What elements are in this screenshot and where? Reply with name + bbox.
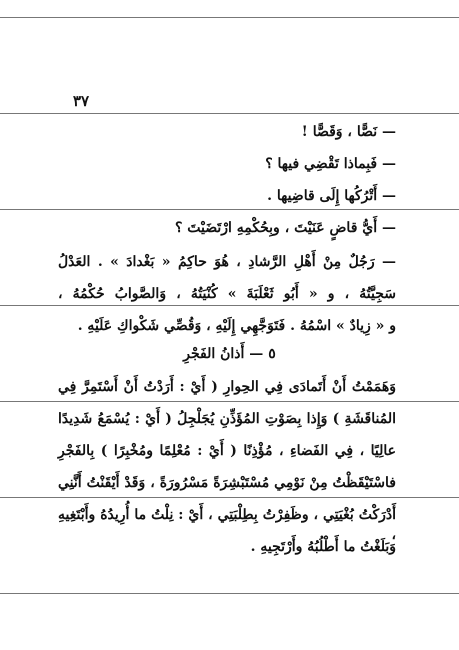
page-rule [0,209,459,210]
paragraph-line: أَدْرَكْتُ بُغْيَتِي ، وظَفِرْتُ بِطِلْبَتِي ، أَيْ : نِلْتُ ما أُرِيدُهُ وأَبْتَغِيهِ ، [58,507,396,543]
page-rule [0,401,459,402]
page-rule [0,113,459,114]
dialogue-line: — نَصًّا ، وَقَصًّا ! [301,124,396,140]
page-rule [0,593,459,594]
paragraph-line: فاسْتَيْقَظْتُ مِنْ نَوْمِي مُسْتَبْشِرَةً مَسْرُورَةً ، وَقَدْ أَيْقَنْتُ أَنَّنِي [58,475,396,491]
page-rule [0,497,459,498]
section-heading: ٥ — أَذانُ الفَجْرِ [183,346,276,362]
dialogue-line: — أَتْرُكُها إِلَى قاضِيها . [267,188,396,204]
paragraph-line: المُناقَشَةِ ) وَإِذا بِصَوْتِ المُؤَذِّنِ يُجَلْجِلُ ( أَيْ : يُسْمَعُ شَدِيدًا [58,411,396,427]
paragraph-line: وَهَمَمْتُ أَنْ أَتَمادَى فِي الحِوارِ ( أَيْ : أَرَدْتُ أَنْ أَسْتَمِرَّ فِي [58,379,396,395]
paragraph-line: وَبَلَغْتُ ما أَطْلُبُهُ وأَرْتَجِيهِ . [250,539,396,555]
page-number: ٣٧ [73,92,90,110]
dialogue-line: — أَيُّ قاضٍ عَنَيْتَ ، وبِحُكْمِهِ ارْتَضَيْتَ ؟ [174,220,396,236]
page-rule [0,305,459,306]
dialogue-line: سَجِيَّتُهُ ، و « أَبُو ثَعْلَبَةَ » كُنْيَتُهُ ، وَالصَّوابُ حُكْمُهُ ، [58,286,396,302]
page-rule [0,17,459,18]
dialogue-line: — رَجُلٌ مِنْ أَهْلِ الرَّشادِ ، هُوَ حاكِمُ « بَغْدادَ » . العَدْلُ [58,254,396,270]
paragraph-line: عالِيًا ، فِي الفَضاءِ ، مُؤْذِنًا ( أَيْ : مُعْلِمًا ومُخْبِرًا ) بِالفَجْرِ [58,443,396,459]
dialogue-line: — فَبِماذا تَقْضِي فيها ؟ [265,156,396,172]
dialogue-line: و « زِيادٌ » اسْمُهُ . فَتَوَجَّهِي إِلَيْهِ ، وَقُصِّي شَكْواكِ عَلَيْهِ . [77,318,396,334]
